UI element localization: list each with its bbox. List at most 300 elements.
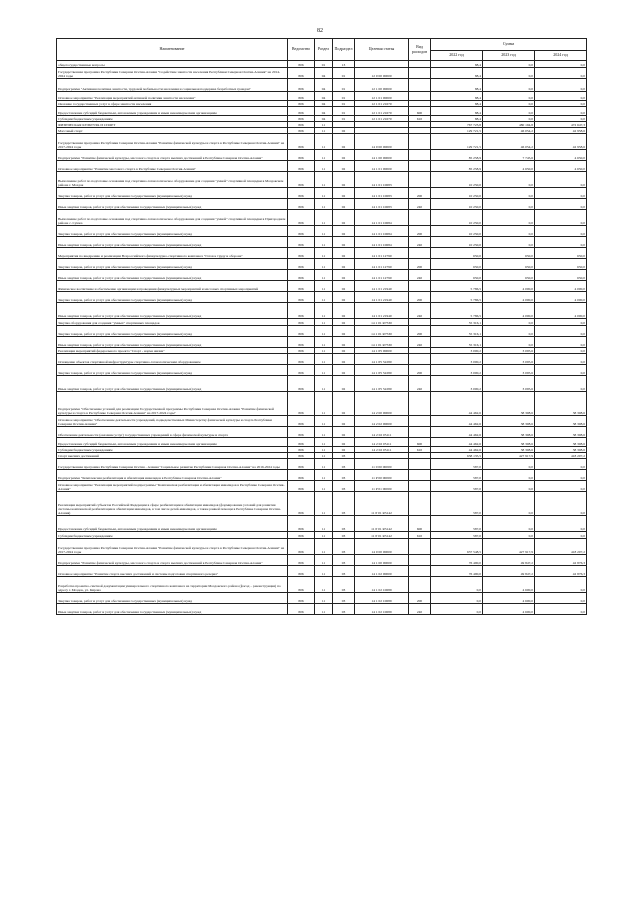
table-row xyxy=(57,577,587,593)
header-subsection: Подраздел xyxy=(333,39,355,61)
cell-subsection: 01 xyxy=(333,101,355,107)
cell-target: 11 P 00 00000 xyxy=(355,470,409,481)
cell-sum-2024: 650,0 xyxy=(535,270,587,281)
cell-sum-2023: 427 917,9 xyxy=(483,539,535,555)
cell-sum-2024: 472 647,3 xyxy=(535,122,587,128)
cell-sum-2022: 587,0 xyxy=(431,532,483,539)
cell-exp-type: 240 xyxy=(409,270,431,281)
cell-sum-2022: 5 786,5 xyxy=(431,303,483,319)
cell-sum-2022: 0,0 xyxy=(431,593,483,604)
cell-sum-2022: 10 250,0 xyxy=(431,237,483,248)
cell-target: 14 2 02 05111 xyxy=(355,438,409,447)
table-row xyxy=(57,134,587,150)
cell-subsection: 03 xyxy=(333,516,355,532)
cell-dept: 806 xyxy=(288,459,315,470)
cell-sum-2023: 46 054,2 xyxy=(483,134,535,150)
table-row xyxy=(57,604,587,615)
cell-name: Иные закупки товаров, работ и услуг для обеспечения государственных (муниципальных) нужд xyxy=(57,604,288,615)
cell-exp-type xyxy=(409,427,431,438)
cell-name: Иные закупки товаров, работ и услуг для обеспечения государственных (муниципальных) нужд xyxy=(57,376,288,392)
cell-section: 11 xyxy=(315,376,333,392)
cell-dept: 806 xyxy=(288,365,315,376)
cell-dept: 806 xyxy=(288,319,315,326)
cell-dept: 806 xyxy=(288,577,315,593)
cell-section: 11 xyxy=(315,122,333,128)
cell-sum-2024: 0,0 xyxy=(535,116,587,122)
budget-table xyxy=(56,38,587,615)
cell-subsection: 01 xyxy=(333,68,355,79)
table-row xyxy=(57,539,587,555)
cell-name: общегосударственные вопросы xyxy=(57,61,288,68)
table-row xyxy=(57,532,587,539)
cell-sum-2022: 0,0 xyxy=(431,577,483,593)
cell-target: 14 1 01 10683 xyxy=(355,199,409,210)
table-row xyxy=(57,470,587,481)
cell-dept: 806 xyxy=(288,188,315,199)
cell-dept: 806 xyxy=(288,161,315,172)
cell-dept: 806 xyxy=(288,101,315,107)
cell-sum-2024: 0,0 xyxy=(535,188,587,199)
cell-name: Субсидии бюджетным учреждениям xyxy=(57,447,288,453)
cell-sum-2022: 650,0 xyxy=(431,248,483,259)
cell-sum-2023: 0,0 xyxy=(483,492,535,516)
cell-dept: 806 xyxy=(288,226,315,237)
cell-section: 04 xyxy=(315,101,333,107)
cell-section: 11 xyxy=(315,281,333,292)
cell-section: 11 xyxy=(315,447,333,453)
cell-dept: 806 xyxy=(288,303,315,319)
table-row xyxy=(57,492,587,516)
cell-subsection: 02 xyxy=(333,303,355,319)
cell-subsection: 02 xyxy=(333,281,355,292)
cell-sum-2023: 0,0 xyxy=(483,516,535,532)
cell-dept: 806 xyxy=(288,604,315,615)
cell-name: Физическое воспитание и обеспечение организации и проведения физкультурных мероприятий и массовых спортивных мероприятий xyxy=(57,281,288,292)
cell-name: Основное мероприятие "Развитие массового спорта в Республике Северная Осетия-Алания" xyxy=(57,161,288,172)
cell-name: Основное мероприятие "Развитие спорта высших достижений и системы подготовки спортивного резерва" xyxy=(57,566,288,577)
cell-subsection: 03 xyxy=(333,566,355,577)
cell-name: Предоставление субсидий бюджетным, автономным учреждениям и иным некоммерческим организациям xyxy=(57,516,288,532)
cell-exp-type xyxy=(409,150,431,161)
cell-subsection: 01 xyxy=(333,116,355,122)
cell-target: 14 1 02 10689 xyxy=(355,604,409,615)
cell-name: Основное мероприятие "Обеспечение деятельности учреждений, подведомственных Министерству физической культуры и спорта Республики Северная Осетия-Алания" xyxy=(57,416,288,427)
cell-exp-type: 200 xyxy=(409,259,431,270)
cell-subsection: 01 xyxy=(333,107,355,116)
cell-name: Основное мероприятие "Реализация мероприятий подпрограммы "Комплексная реабилитация и абилитация инвалидов в Республике Северная Осетия-Алания" xyxy=(57,481,288,492)
cell-name: Иные закупки товаров, работ и услуг для обеспечения государственных (муниципальных) нужд xyxy=(57,337,288,348)
cell-name: Закупка товаров, работ и услуг для обеспечения государственных (муниципальных) нужд xyxy=(57,326,288,337)
cell-sum-2022: 88,4 xyxy=(431,68,483,79)
cell-sum-2024: 4 000,0 xyxy=(535,292,587,303)
cell-sum-2024: 0,0 xyxy=(535,79,587,92)
cell-exp-type xyxy=(409,68,431,79)
table-row xyxy=(57,210,587,226)
cell-dept: 806 xyxy=(288,259,315,270)
cell-sum-2022: 129 721,5 xyxy=(431,128,483,134)
cell-exp-type: 240 xyxy=(409,199,431,210)
cell-exp-type: 600 xyxy=(409,107,431,116)
header-section: Раздел xyxy=(315,39,333,61)
cell-sum-2024: 0,0 xyxy=(535,101,587,107)
cell-target: 14 1 02 00000 xyxy=(355,566,409,577)
cell-name: Закупка оборудования для создания "умных" спортивных площадок xyxy=(57,319,288,326)
cell-dept: 806 xyxy=(288,470,315,481)
cell-section: 11 xyxy=(315,337,333,348)
cell-target: 14 1 01 10684 xyxy=(355,226,409,237)
cell-section: 11 xyxy=(315,392,333,416)
table-row xyxy=(57,459,587,470)
cell-name: Подпрограмма "Активная политика занятости, трудовой мобильности населения и социальная поддержка безработных граждан" xyxy=(57,79,288,92)
cell-exp-type xyxy=(409,210,431,226)
cell-name: Выполнение работ по подготовке основания под спортивно-технологическое оборудование для создания "умной" спортивной площадки в Пригородном районе с. Сунжа xyxy=(57,210,288,226)
cell-section: 11 xyxy=(315,188,333,199)
cell-name: Предоставление субсидий бюджетным, автономным учреждениям и иным некоммерческим организациям xyxy=(57,107,288,116)
cell-name: Государственная программа Республики Северная Осетия-Алания "Содействие занятости населения Республики Северная Осетия-Алания" на 2014-2024 годы xyxy=(57,68,288,79)
cell-name: Предоставление субсидий бюджетным, автономным учреждениям и иным некоммерческим организациям xyxy=(57,438,288,447)
cell-sum-2022: 650,0 xyxy=(431,259,483,270)
cell-name: Спорт высших достижений xyxy=(57,453,288,459)
cell-dept: 806 xyxy=(288,566,315,577)
cell-target: 12 0 00 00000 xyxy=(355,68,409,79)
cell-sum-2024: 0,0 xyxy=(535,337,587,348)
cell-sum-2024: 0,0 xyxy=(535,365,587,376)
cell-name: Закупка товаров, работ и услуг для обеспечения государственных (муниципальных) нужд xyxy=(57,226,288,237)
table-row xyxy=(57,281,587,292)
cell-sum-2024: 0,0 xyxy=(535,61,587,68)
cell-name: Выполнение работ по подготовке основания под спортивно-технологическое оборудование для создания "умной" спортивной площадки в Моздокском районе г. Моздок xyxy=(57,172,288,188)
cell-section: 04 xyxy=(315,79,333,92)
cell-exp-type xyxy=(409,172,431,188)
cell-sum-2023: 4 600,0 xyxy=(483,604,535,615)
cell-sum-2022: 3 000,2 xyxy=(431,365,483,376)
cell-section: 11 xyxy=(315,319,333,326)
cell-section: 11 xyxy=(315,354,333,365)
cell-subsection: 02 xyxy=(333,337,355,348)
cell-name: Субсидии бюджетным учреждениям xyxy=(57,116,288,122)
cell-target: 14 0 00 00000 xyxy=(355,539,409,555)
table-row xyxy=(57,188,587,199)
cell-sum-2022: 76 490,0 xyxy=(431,566,483,577)
cell-sum-2024: 0,0 xyxy=(535,107,587,116)
cell-sum-2022: 3 000,2 xyxy=(431,376,483,392)
cell-sum-2023: 0,0 xyxy=(483,101,535,107)
cell-sum-2023: 3 095,6 xyxy=(483,365,535,376)
cell-exp-type xyxy=(409,79,431,92)
cell-target: 14 0 00 00000 xyxy=(355,134,409,150)
cell-name: Закупка товаров, работ и услуг для обеспечения государственных (муниципальных) нужд xyxy=(57,259,288,270)
cell-exp-type xyxy=(409,392,431,416)
table-row xyxy=(57,427,587,438)
cell-section: 11 xyxy=(315,555,333,566)
cell-subsection: 03 xyxy=(333,459,355,470)
cell-section: 11 xyxy=(315,577,333,593)
cell-subsection: 02 xyxy=(333,427,355,438)
cell-exp-type xyxy=(409,459,431,470)
cell-exp-type: 600 xyxy=(409,516,431,532)
cell-dept: 806 xyxy=(288,79,315,92)
cell-sum-2023: 49 847,2 xyxy=(483,566,535,577)
cell-dept: 806 xyxy=(288,92,315,101)
cell-subsection: 01 xyxy=(333,79,355,92)
cell-name: Закупка товаров, работ и услуг для обеспечения государственных (муниципальных) нужд xyxy=(57,593,288,604)
cell-sum-2024: 38 308,6 xyxy=(535,427,587,438)
cell-subsection: 02 xyxy=(333,319,355,326)
cell-dept: 806 xyxy=(288,354,315,365)
cell-name: Подпрограмма "Обеспечение условий для реализации Государственной программы Республики Северная Осетия-Алания "Развитие физической культуры и спорта в Республике Северная Осетия-Алания" на 2017-2024 годы" xyxy=(57,392,288,416)
cell-sum-2022: 638 135,5 xyxy=(431,453,483,459)
cell-exp-type: 200 xyxy=(409,365,431,376)
cell-sum-2024: 38 308,6 xyxy=(535,447,587,453)
cell-exp-type xyxy=(409,354,431,365)
cell-sum-2024: 0,0 xyxy=(535,319,587,326)
cell-target: 14 1 01 R7530 xyxy=(355,319,409,326)
cell-sum-2022: 44 462,6 xyxy=(431,392,483,416)
cell-section: 11 xyxy=(315,226,333,237)
cell-section: 11 xyxy=(315,438,333,447)
cell-target: 14 1 P5 00000 xyxy=(355,348,409,354)
header-name: Наименование xyxy=(57,39,288,61)
cell-sum-2022: 44 462,6 xyxy=(431,447,483,453)
cell-dept: 806 xyxy=(288,539,315,555)
cell-sum-2023: 650,0 xyxy=(483,248,535,259)
cell-dept: 806 xyxy=(288,438,315,447)
cell-subsection: 02 xyxy=(333,416,355,427)
cell-dept: 806 xyxy=(288,107,315,116)
cell-sum-2023: 4 000,0 xyxy=(483,292,535,303)
cell-subsection: 02 xyxy=(333,248,355,259)
cell-sum-2022: 88,4 xyxy=(431,79,483,92)
cell-sum-2024: 0,0 xyxy=(535,172,587,188)
cell-name: Реализация мероприятий федерального проекта "Спорт - норма жизни" xyxy=(57,348,288,354)
cell-sum-2022: 3 000,2 xyxy=(431,354,483,365)
cell-dept: 806 xyxy=(288,416,315,427)
cell-sum-2023: 3 095,6 xyxy=(483,376,535,392)
cell-name: Государственная программа Республики Северная Осетия - Алания "Социальное развитие Республики Северная Осетия-Алания" на 2016-2024 годы xyxy=(57,459,288,470)
cell-sum-2022: 587,0 xyxy=(431,481,483,492)
cell-name: Подпрограмма "Комплексная реабилитация и абилитация инвалидов в Республике Северная Осетия-Алания" xyxy=(57,470,288,481)
cell-sum-2024: 4 650,0 xyxy=(535,161,587,172)
cell-sum-2023: 4 600,0 xyxy=(483,577,535,593)
cell-exp-type: 200 xyxy=(409,292,431,303)
cell-target: 14 1 01 12790 xyxy=(355,270,409,281)
cell-target: 12 1 01 21670 xyxy=(355,107,409,116)
cell-sum-2023: 0,0 xyxy=(483,68,535,79)
cell-target: 14 1 01 R7530 xyxy=(355,337,409,348)
cell-sum-2022: 0,0 xyxy=(431,604,483,615)
cell-section: 11 xyxy=(315,481,333,492)
cell-section: 11 xyxy=(315,593,333,604)
cell-target: 14 2 02 00000 xyxy=(355,416,409,427)
cell-section: 11 xyxy=(315,416,333,427)
cell-subsection: 02 xyxy=(333,348,355,354)
cell-target: 14 1 01 10684 xyxy=(355,237,409,248)
cell-sum-2023: 0,0 xyxy=(483,459,535,470)
cell-exp-type: 600 xyxy=(409,438,431,447)
header-2022: 2022 год xyxy=(431,51,483,61)
cell-target: 14 1 01 21940 xyxy=(355,303,409,319)
cell-subsection: 02 xyxy=(333,128,355,134)
cell-dept: 806 xyxy=(288,453,315,459)
cell-sum-2022: 587,0 xyxy=(431,516,483,532)
table-row xyxy=(57,319,587,326)
cell-target: 12 1 01 00000 xyxy=(355,92,409,101)
cell-dept: 806 xyxy=(288,150,315,161)
cell-sum-2023: 38 308,6 xyxy=(483,392,535,416)
table-row xyxy=(57,226,587,237)
cell-sum-2023: 4 600,0 xyxy=(483,593,535,604)
cell-sum-2023: 38 308,6 xyxy=(483,427,535,438)
cell-sum-2024: 650,0 xyxy=(535,248,587,259)
cell-sum-2023: 0,0 xyxy=(483,319,535,326)
cell-sum-2022: 637 548,5 xyxy=(431,539,483,555)
cell-sum-2022: 129 721,5 xyxy=(431,134,483,150)
cell-sum-2023: 0,0 xyxy=(483,188,535,199)
cell-dept: 806 xyxy=(288,447,315,453)
cell-dept: 806 xyxy=(288,348,315,354)
cell-subsection: 02 xyxy=(333,172,355,188)
cell-target: 14 1 P5 52280 xyxy=(355,376,409,392)
cell-target: 11 P 01 00000 xyxy=(355,481,409,492)
cell-subsection: 02 xyxy=(333,326,355,337)
cell-sum-2024: 38 308,6 xyxy=(535,392,587,416)
table-row xyxy=(57,516,587,532)
cell-exp-type xyxy=(409,566,431,577)
table-row xyxy=(57,326,587,337)
table-row xyxy=(57,365,587,376)
cell-sum-2024: 418 207,2 xyxy=(535,453,587,459)
cell-subsection: 02 xyxy=(333,210,355,226)
cell-exp-type xyxy=(409,492,431,516)
cell-target: 11 P 01 R5142 xyxy=(355,492,409,516)
cell-sum-2022: 88,4 xyxy=(431,101,483,107)
cell-subsection: 02 xyxy=(333,447,355,453)
cell-sum-2024: 4 650,0 xyxy=(535,150,587,161)
table-row xyxy=(57,303,587,319)
cell-exp-type: 200 xyxy=(409,188,431,199)
cell-sum-2022: 55 316,1 xyxy=(431,337,483,348)
cell-sum-2024: 0,0 xyxy=(535,604,587,615)
table-row xyxy=(57,270,587,281)
cell-sum-2023: 0,0 xyxy=(483,116,535,122)
cell-target: 14 1 01 R7530 xyxy=(355,326,409,337)
cell-target: 14 1 01 21940 xyxy=(355,281,409,292)
cell-subsection: 02 xyxy=(333,376,355,392)
cell-subsection: 02 xyxy=(333,150,355,161)
cell-sum-2024: 0,0 xyxy=(535,348,587,354)
cell-name: Обеспечение деятельности (оказание услуг) государственных учреждений в сфере физической культуры и спорта xyxy=(57,427,288,438)
cell-dept: 806 xyxy=(288,392,315,416)
cell-sum-2022: 88,4 xyxy=(431,61,483,68)
cell-dept: 806 xyxy=(288,555,315,566)
cell-section: 04 xyxy=(315,107,333,116)
cell-name: Иные закупки товаров, работ и услуг для обеспечения государственных (муниципальных) нужд xyxy=(57,199,288,210)
cell-target: 14 1 00 00000 xyxy=(355,150,409,161)
cell-exp-type: 240 xyxy=(409,303,431,319)
cell-name: Иные закупки товаров, работ и услуг для обеспечения государственных (муниципальных) нужд xyxy=(57,303,288,319)
cell-name: Закупка товаров, работ и услуг для обеспечения государственных (муниципальных) нужд xyxy=(57,292,288,303)
header-2023: 2023 год xyxy=(483,51,535,61)
cell-target: 14 1 P5 52280 xyxy=(355,354,409,365)
cell-section: 11 xyxy=(315,259,333,270)
cell-sum-2022: 650,0 xyxy=(431,270,483,281)
cell-sum-2022: 85 258,9 xyxy=(431,161,483,172)
cell-sum-2022: 44 462,6 xyxy=(431,416,483,427)
cell-dept: 806 xyxy=(288,292,315,303)
table-body xyxy=(57,61,587,615)
cell-sum-2023: 38 308,6 xyxy=(483,416,535,427)
cell-section: 11 xyxy=(315,539,333,555)
cell-subsection: 03 xyxy=(333,532,355,539)
cell-subsection: 02 xyxy=(333,134,355,150)
cell-sum-2022: 10 250,0 xyxy=(431,199,483,210)
cell-sum-2024: 0,0 xyxy=(535,68,587,79)
cell-dept: 806 xyxy=(288,237,315,248)
cell-sum-2024: 0,0 xyxy=(535,226,587,237)
cell-sum-2023: 0,0 xyxy=(483,326,535,337)
cell-sum-2022: 5 786,5 xyxy=(431,292,483,303)
cell-target: 14 1 01 12790 xyxy=(355,259,409,270)
cell-section: 11 xyxy=(315,292,333,303)
cell-section: 04 xyxy=(315,92,333,101)
cell-target: 12 1 01 21670 xyxy=(355,116,409,122)
cell-sum-2024: 0,0 xyxy=(535,92,587,101)
table-row xyxy=(57,172,587,188)
cell-section: 11 xyxy=(315,459,333,470)
table-row xyxy=(57,61,587,68)
cell-name: Мероприятия по внедрению и реализации Всероссийского физкультурно-спортивного комплекса "Готов к труду и обороне" xyxy=(57,248,288,259)
cell-sum-2023: 0,0 xyxy=(483,199,535,210)
cell-subsection: 13 xyxy=(333,61,355,68)
cell-sum-2024: 0,0 xyxy=(535,376,587,392)
cell-exp-type xyxy=(409,319,431,326)
cell-subsection: 02 xyxy=(333,354,355,365)
cell-exp-type: 610 xyxy=(409,532,431,539)
cell-sum-2024: 0,0 xyxy=(535,326,587,337)
cell-target: 11 P 01 R5142 xyxy=(355,532,409,539)
cell-sum-2024: 4 000,0 xyxy=(535,281,587,292)
table-row xyxy=(57,259,587,270)
table-row xyxy=(57,68,587,79)
header-2024: 2024 год xyxy=(535,51,587,61)
cell-section: 11 xyxy=(315,172,333,188)
cell-target: 14 2 00 00000 xyxy=(355,392,409,416)
cell-sum-2023: 0,0 xyxy=(483,61,535,68)
cell-sum-2024: 0,0 xyxy=(535,354,587,365)
table-row xyxy=(57,555,587,566)
cell-target: 14 2 02 05111 xyxy=(355,427,409,438)
cell-sum-2023: 0,0 xyxy=(483,337,535,348)
cell-section: 11 xyxy=(315,532,333,539)
cell-name: Подпрограмма "Развитие физической культуры, массового спорта и спорта высших достижений в Республике Северная Осетия-Алания" xyxy=(57,150,288,161)
cell-dept: 806 xyxy=(288,172,315,188)
table-header xyxy=(57,39,587,61)
cell-sum-2022: 10 250,0 xyxy=(431,188,483,199)
cell-dept: 806 xyxy=(288,337,315,348)
cell-target: 14 1 02 10689 xyxy=(355,577,409,593)
table-row xyxy=(57,92,587,101)
cell-sum-2023: 46 054,2 xyxy=(483,128,535,134)
cell-sum-2024: 0,0 xyxy=(535,459,587,470)
cell-subsection: 03 xyxy=(333,453,355,459)
cell-section: 11 xyxy=(315,604,333,615)
cell-exp-type xyxy=(409,92,431,101)
cell-name: Разработка проектно-сметной документации универсального спортивного комплекса на территории Моздокского района (фасад – реконструкция) по адресу г. Моздок, ул. Кирова xyxy=(57,577,288,593)
cell-dept: 806 xyxy=(288,376,315,392)
cell-subsection: 02 xyxy=(333,392,355,416)
cell-sum-2022: 5 786,5 xyxy=(431,281,483,292)
cell-sum-2023: 0,0 xyxy=(483,237,535,248)
